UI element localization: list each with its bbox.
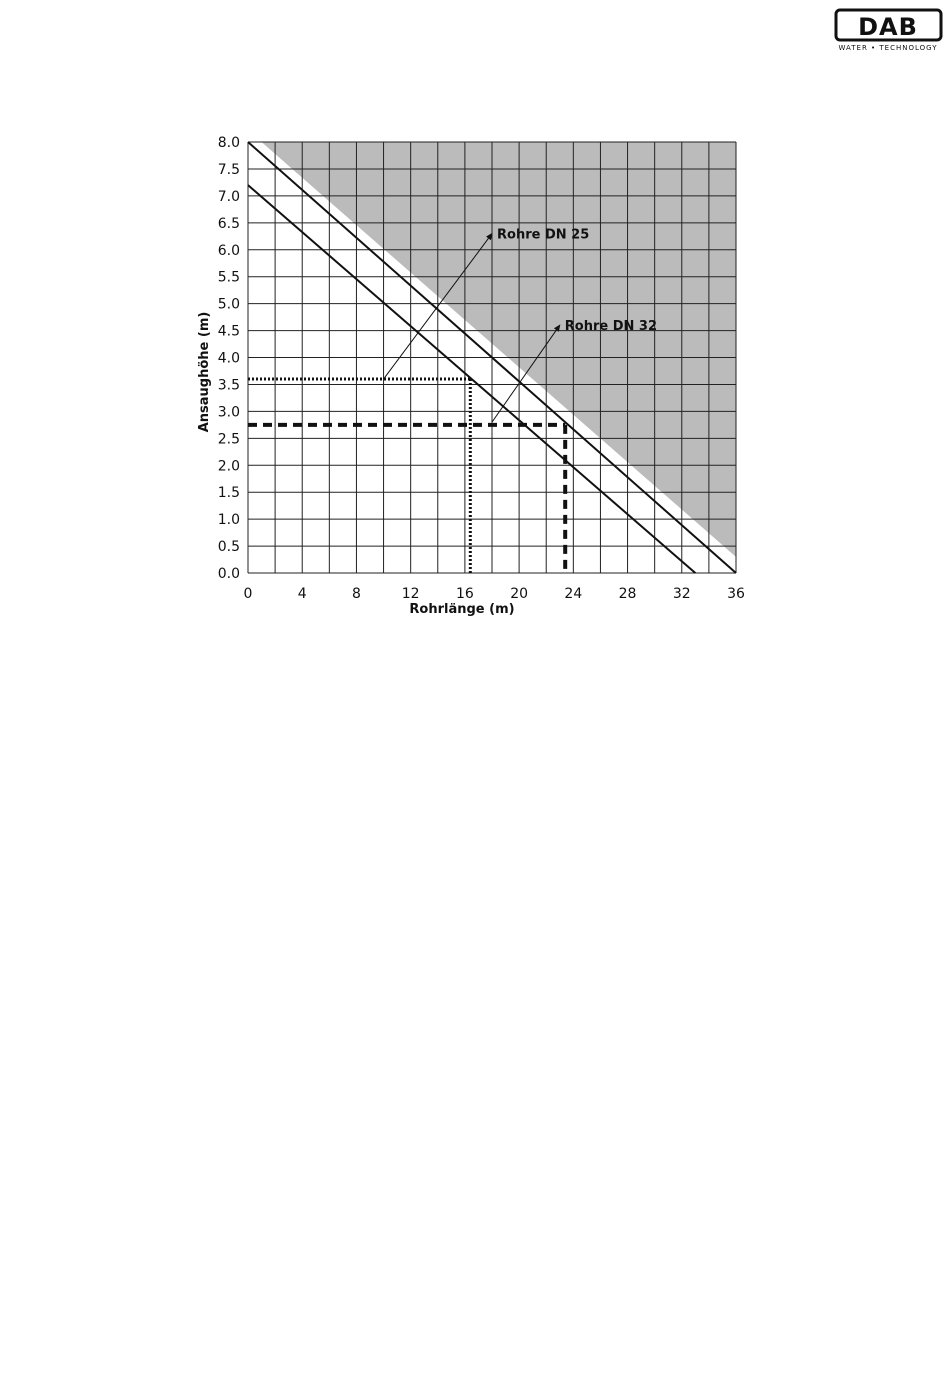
x-tick-label: 36 — [727, 586, 745, 602]
logo-tagline: WATER • TECHNOLOGY — [838, 44, 938, 52]
y-tick-label: 0.5 — [217, 539, 240, 556]
y-tick-label: 5.5 — [217, 269, 240, 286]
y-axis-label: Ansaughöhe (m) — [197, 311, 212, 433]
x-tick-label: 4 — [297, 586, 307, 602]
annotation-label-1: Rohre DN 25 — [497, 227, 590, 243]
y-tick-label: 4.0 — [217, 350, 240, 367]
y-tick-label: 7.5 — [217, 161, 240, 178]
x-tick-label: 28 — [618, 586, 637, 602]
x-tick-label: 12 — [401, 586, 420, 602]
y-tick-label: 3.5 — [217, 377, 240, 394]
x-tick-label: 8 — [351, 586, 361, 602]
guide-layer — [248, 379, 565, 573]
y-tick-label: 6.0 — [217, 242, 240, 259]
x-axis-label: Rohrlänge (m) — [409, 602, 515, 617]
x-tick-label: 0 — [243, 586, 253, 602]
y-tick-label: 2.5 — [217, 431, 240, 448]
y-tick-label: 2.0 — [217, 458, 240, 475]
y-tick-label: 3.0 — [217, 404, 240, 421]
annotation-label-2: Rohre DN 32 — [564, 319, 658, 335]
y-tick-label: 5.0 — [217, 296, 240, 313]
y-tick-label: 8.0 — [217, 135, 240, 151]
y-tick-label: 1.5 — [217, 485, 240, 502]
y-tick-label: 0.0 — [217, 566, 240, 582]
y-tick-label: 4.5 — [217, 323, 240, 340]
y-tick-label: 6.5 — [217, 215, 240, 232]
x-tick-label: 20 — [510, 586, 529, 602]
y-tick-label: 1.0 — [217, 512, 240, 529]
x-tick-label: 16 — [455, 586, 474, 602]
x-tick-label: 24 — [564, 586, 583, 602]
x-tick-label: 32 — [672, 586, 691, 602]
y-tick-label: 7.0 — [217, 188, 240, 205]
logo-brand: DAB — [858, 13, 918, 41]
